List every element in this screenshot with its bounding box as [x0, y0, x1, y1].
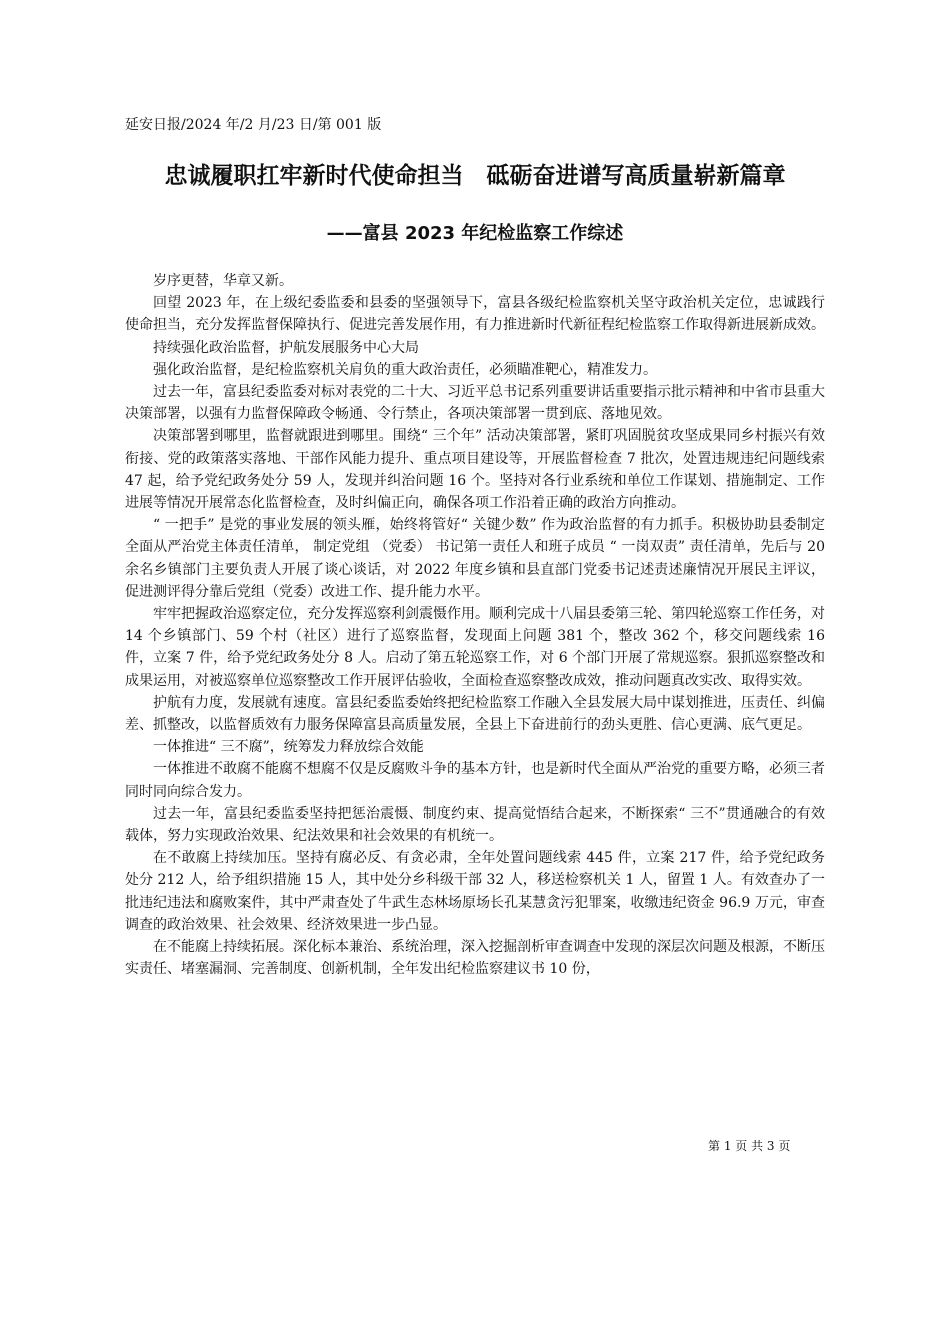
- article-subtitle: ——富县 2023 年纪检监察工作综述: [326, 223, 624, 244]
- paragraph: 牢牢把握政治巡察定位，充分发挥巡察利剑震慑作用。顺利完成十八届县委第三轮、第四轮巡察工作任务，对 14 个乡镇部门、59 个村（社区）进行了巡察监督，发现面上问题 381 个，整改 362 个，移交问题线索 16 件，立案 7 件，给予党纪政务处分 8 人。启动了第五轮巡察工作，对 6 个部门开展了常规巡察。狠抓巡察整改和成果运用，对被巡察单位巡察整改工作开展评估验收，全面检查巡察整改成效，推动问题真改实改、取得实效。: [125, 606, 825, 689]
- paragraph: 过去一年，富县纪委监委坚持把惩治震慑、制度约束、提高觉悟结合起来，不断探索“ 三不”贯通融合的有效载体，努力实现政治效果、纪法效果和社会效果的有机统一。: [125, 805, 825, 845]
- paragraph: 回望 2023 年，在上级纪委监委和县委的坚强领导下，富县各级纪检监察机关坚守政治机关定位，忠诚践行使命担当，充分发挥监督保障执行、促进完善发展作用，有力推进新时代新征程纪检监察工作取得新进展新成效。: [125, 295, 825, 334]
- article-title: 忠诚履职扛牢新时代使命担当 砥砺奋进谱写高质量崭新篇章: [164, 163, 786, 189]
- source-line: 延安日报/2024 年/2 月/23 日/第 001 版: [125, 117, 382, 133]
- paragraph: “ 一把手” 是党的事业发展的领头雁，始终将管好“ 关键少数” 作为政治监督的有力抓手。积极协助县委制定全面从严治党主体责任清单， 制定党组 （党委） 书记第一责任人和班子成员 “ 一岗双责” 责任清单，先后与 20 余名乡镇部门主要负责人开展了谈心谈话，对 2022 年度乡镇和县直部门党委书记述责述廉情况开展民主评议，促进测评得分靠后党组（党委）改进工作、提升能力水平。: [125, 517, 825, 600]
- article-body: [125, 270, 825, 981]
- page-number: 第 1 页 共 3 页: [708, 1139, 791, 1153]
- paragraph: 岁序更替，华章又新。: [153, 273, 293, 289]
- paragraph: 在不敢腐上持续加压。坚持有腐必反、有贪必肃，全年处置问题线索 445 件，立案 217 件，给予党纪政务处分 212 人，给予组织措施 15 人，其中处分乡科级干部 32 人，移送检察机关 1 人，留置 1 人。有效查办了一批违纪违法和腐败案件，其中严肃查处了牛武生态林场原场长孔某慧贪污犯罪案，收缴违纪资金 96.9 万元，审查调查的政治效果、社会效果、经济效果进一步凸显。: [125, 850, 825, 933]
- paragraph: 在不能腐上持续拓展。深化标本兼治、系统治理，深入挖掘剖析审查调查中发现的深层次问题及根源，不断压实责任、堵塞漏洞、完善制度、创新机制，全年发出纪检监察建议书 10 份，: [125, 939, 825, 978]
- section-heading: 持续强化政治监督，护航发展服务中心大局: [153, 339, 419, 356]
- paragraph: 护航有力度，发展就有速度。富县纪委监委始终把纪检监察工作融入全县发展大局中谋划推进，压责任、纠偏差、抓整改，以监督质效有力服务保障富县高质量发展，全县上下奋进前行的劲头更胜、信心更满、底气更足。: [125, 694, 825, 734]
- section-heading: 一体推进“ 三不腐”，统筹发力释放综合效能: [153, 739, 424, 756]
- paragraph: 过去一年，富县纪委监委对标对表党的二十大、习近平总书记系列重要讲话重要指示批示精神和中省市县重大决策部署，以强有力监督保障政令畅通、令行禁止，各项决策部署一贯到底、落地见效。: [125, 384, 825, 423]
- paragraph: 强化政治监督，是纪检监察机关肩负的重大政治责任，必须瞄准靶心，精准发力。: [153, 361, 657, 378]
- paragraph: 决策部署到哪里，监督就跟进到哪里。围绕“ 三个年” 活动决策部署，紧盯巩固脱贫攻坚成果同乡村振兴有效衔接、党的政策落实落地、干部作风能力提升、重点项目建设等，开展监督检查 7 批次，处置违规违纪问题线索 47 起，给予党纪政务处分 59 人，发现并纠治问题 16 个。坚持对各行业系统和单位工作谋划、措施制定、工作进展等情况开展常态化监督检查，及时纠偏正向，确保各项工作沿着正确的政治方向推动。: [125, 428, 825, 512]
- paragraph: 一体推进不敢腐不能腐不想腐不仅是反腐败斗争的基本方针，也是新时代全面从严治党的重要方略，必须三者同时同向综合发力。: [125, 761, 825, 800]
